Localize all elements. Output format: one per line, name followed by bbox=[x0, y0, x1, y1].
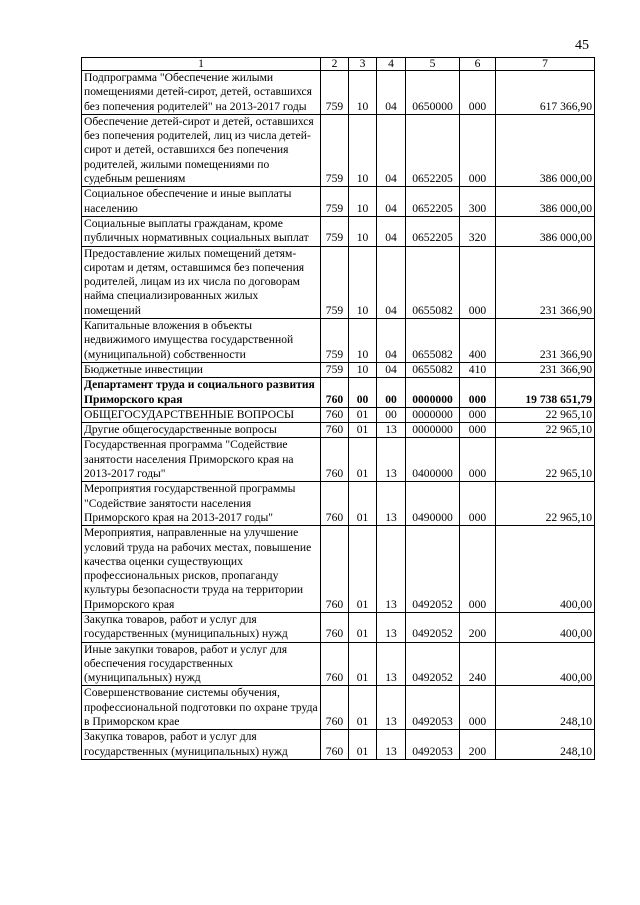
row-subsection-code: 04 bbox=[377, 114, 406, 186]
header-cell-7: 7 bbox=[496, 58, 595, 71]
row-expense-type: 000 bbox=[460, 246, 496, 318]
row-section-code: 01 bbox=[349, 438, 377, 482]
table-row bbox=[82, 438, 595, 482]
row-expense-type: 200 bbox=[460, 730, 496, 760]
row-ministry-code: 760 bbox=[321, 438, 349, 482]
row-expense-type: 000 bbox=[460, 407, 496, 422]
row-amount: 22 965,10 bbox=[496, 482, 595, 526]
row-subsection-code: 13 bbox=[377, 526, 406, 613]
row-section-code: 01 bbox=[349, 526, 377, 613]
row-ministry-code: 759 bbox=[321, 114, 349, 186]
row-expense-type: 300 bbox=[460, 187, 496, 217]
row-expense-type: 410 bbox=[460, 362, 496, 377]
row-amount: 400,00 bbox=[496, 526, 595, 613]
row-subsection-code: 00 bbox=[377, 407, 406, 422]
row-amount: 22 965,10 bbox=[496, 407, 595, 422]
row-section-code: 10 bbox=[349, 319, 377, 363]
table-row bbox=[82, 114, 595, 186]
row-section-code: 01 bbox=[349, 407, 377, 422]
row-ministry-code: 760 bbox=[321, 482, 349, 526]
row-ministry-code: 759 bbox=[321, 362, 349, 377]
row-expense-type: 400 bbox=[460, 319, 496, 363]
row-ministry-code: 759 bbox=[321, 187, 349, 217]
row-name: ОБЩЕГОСУДАРСТВЕННЫЕ ВОПРОСЫ bbox=[82, 407, 321, 422]
row-amount: 19 738 651,79 bbox=[496, 378, 595, 408]
row-name: Закупка товаров, работ и услуг для государственных (муниципальных) нужд bbox=[82, 612, 321, 642]
row-ministry-code: 760 bbox=[321, 407, 349, 422]
row-name: Закупка товаров, работ и услуг для государственных (муниципальных) нужд bbox=[82, 730, 321, 760]
row-target-article: 0652205 bbox=[406, 114, 460, 186]
row-amount: 386 000,00 bbox=[496, 114, 595, 186]
row-ministry-code: 759 bbox=[321, 319, 349, 363]
row-name: Иные закупки товаров, работ и услуг для обеспечения государственных (муниципальных) нужд bbox=[82, 642, 321, 686]
row-subsection-code: 04 bbox=[377, 246, 406, 318]
row-target-article: 0652205 bbox=[406, 187, 460, 217]
row-target-article: 0655082 bbox=[406, 319, 460, 363]
row-expense-type: 240 bbox=[460, 642, 496, 686]
row-target-article: 0490000 bbox=[406, 482, 460, 526]
row-ministry-code: 760 bbox=[321, 378, 349, 408]
row-subsection-code: 04 bbox=[377, 187, 406, 217]
header-cell-6: 6 bbox=[460, 58, 496, 71]
row-subsection-code: 13 bbox=[377, 686, 406, 730]
row-ministry-code: 760 bbox=[321, 642, 349, 686]
table-row bbox=[82, 407, 595, 422]
row-section-code: 10 bbox=[349, 71, 377, 115]
row-name: Подпрограмма "Обеспечение жилыми помещениями детей-сирот, детей, оставшихся без попечения родителей" на 2013-2017 годы bbox=[82, 71, 321, 115]
header-cell-2: 2 bbox=[321, 58, 349, 71]
row-expense-type: 000 bbox=[460, 482, 496, 526]
row-subsection-code: 00 bbox=[377, 378, 406, 408]
row-expense-type: 000 bbox=[460, 438, 496, 482]
row-amount: 400,00 bbox=[496, 642, 595, 686]
row-amount: 248,10 bbox=[496, 686, 595, 730]
table-row bbox=[82, 378, 595, 408]
row-expense-type: 000 bbox=[460, 526, 496, 613]
header-cell-5: 5 bbox=[406, 58, 460, 71]
row-subsection-code: 04 bbox=[377, 71, 406, 115]
row-section-code: 00 bbox=[349, 378, 377, 408]
row-name: Совершенствование системы обучения, профессиональной подготовки по охране труда в Приморском крае bbox=[82, 686, 321, 730]
row-target-article: 0000000 bbox=[406, 423, 460, 438]
row-expense-type: 000 bbox=[460, 114, 496, 186]
row-target-article: 0400000 bbox=[406, 438, 460, 482]
row-target-article: 0000000 bbox=[406, 378, 460, 408]
row-expense-type: 000 bbox=[460, 71, 496, 115]
row-section-code: 01 bbox=[349, 482, 377, 526]
header-row bbox=[82, 58, 595, 71]
row-section-code: 01 bbox=[349, 686, 377, 730]
row-ministry-code: 760 bbox=[321, 730, 349, 760]
row-name: Предоставление жилых помещений детям-сиротам и детям, оставшимся без попечения родителей, лицам из их числа по договорам найма специализированных жилых помещений bbox=[82, 246, 321, 318]
row-expense-type: 200 bbox=[460, 612, 496, 642]
row-name: Департамент труда и социального развития Приморского края bbox=[82, 378, 321, 408]
row-ministry-code: 759 bbox=[321, 216, 349, 246]
header-cell-1: 1 bbox=[82, 58, 321, 71]
row-name: Бюджетные инвестиции bbox=[82, 362, 321, 377]
row-expense-type: 000 bbox=[460, 423, 496, 438]
page-number: 45 bbox=[575, 38, 589, 53]
row-target-article: 0492053 bbox=[406, 730, 460, 760]
row-subsection-code: 13 bbox=[377, 423, 406, 438]
table-row bbox=[82, 526, 595, 613]
row-ministry-code: 759 bbox=[321, 71, 349, 115]
row-name: Обеспечение детей-сирот и детей, оставшихся без попечения родителей, лиц из числа детей-сирот и детей, оставшихся без попечения родителей, жилыми помещениями по судебным решениям bbox=[82, 114, 321, 186]
row-section-code: 01 bbox=[349, 612, 377, 642]
row-subsection-code: 04 bbox=[377, 319, 406, 363]
table-row bbox=[82, 730, 595, 760]
table-row bbox=[82, 423, 595, 438]
row-section-code: 10 bbox=[349, 362, 377, 377]
row-section-code: 01 bbox=[349, 730, 377, 760]
row-section-code: 10 bbox=[349, 114, 377, 186]
row-target-article: 0655082 bbox=[406, 362, 460, 377]
row-ministry-code: 760 bbox=[321, 612, 349, 642]
row-target-article: 0652205 bbox=[406, 216, 460, 246]
row-section-code: 01 bbox=[349, 423, 377, 438]
row-amount: 22 965,10 bbox=[496, 423, 595, 438]
row-amount: 617 366,90 bbox=[496, 71, 595, 115]
row-ministry-code: 760 bbox=[321, 526, 349, 613]
table-row bbox=[82, 71, 595, 115]
table-header bbox=[82, 58, 595, 71]
row-name: Социальные выплаты гражданам, кроме публичных нормативных социальных выплат bbox=[82, 216, 321, 246]
row-expense-type: 000 bbox=[460, 378, 496, 408]
table-row bbox=[82, 612, 595, 642]
row-target-article: 0655082 bbox=[406, 246, 460, 318]
row-subsection-code: 13 bbox=[377, 642, 406, 686]
row-section-code: 10 bbox=[349, 187, 377, 217]
table-row bbox=[82, 319, 595, 363]
row-amount: 386 000,00 bbox=[496, 187, 595, 217]
row-target-article: 0492052 bbox=[406, 526, 460, 613]
row-subsection-code: 13 bbox=[377, 438, 406, 482]
row-amount: 22 965,10 bbox=[496, 438, 595, 482]
table-row bbox=[82, 642, 595, 686]
table-row bbox=[82, 482, 595, 526]
row-amount: 231 366,90 bbox=[496, 319, 595, 363]
row-name: Социальное обеспечение и иные выплаты населению bbox=[82, 187, 321, 217]
header-cell-4: 4 bbox=[377, 58, 406, 71]
row-name: Мероприятия, направленные на улучшение условий труда на рабочих местах, повышение качества оценки существующих профессиональных рисков, пропаганду культуры безопасности труда на территории Приморского края bbox=[82, 526, 321, 613]
row-section-code: 10 bbox=[349, 246, 377, 318]
row-target-article: 0000000 bbox=[406, 407, 460, 422]
row-amount: 400,00 bbox=[496, 612, 595, 642]
row-subsection-code: 13 bbox=[377, 730, 406, 760]
row-name: Капитальные вложения в объекты недвижимого имущества государственной (муниципальной) собственности bbox=[82, 319, 321, 363]
header-cell-3: 3 bbox=[349, 58, 377, 71]
table-row bbox=[82, 246, 595, 318]
table-row bbox=[82, 362, 595, 377]
row-name: Государственная программа "Содействие занятости населения Приморского края на 2013-2017 годы" bbox=[82, 438, 321, 482]
row-target-article: 0650000 bbox=[406, 71, 460, 115]
table-row bbox=[82, 187, 595, 217]
row-target-article: 0492052 bbox=[406, 642, 460, 686]
budget-table bbox=[81, 57, 595, 760]
row-ministry-code: 760 bbox=[321, 686, 349, 730]
row-target-article: 0492052 bbox=[406, 612, 460, 642]
row-name: Другие общегосударственные вопросы bbox=[82, 423, 321, 438]
row-ministry-code: 760 bbox=[321, 423, 349, 438]
row-ministry-code: 759 bbox=[321, 246, 349, 318]
table-row bbox=[82, 686, 595, 730]
row-amount: 248,10 bbox=[496, 730, 595, 760]
table-body bbox=[82, 71, 595, 760]
table-row bbox=[82, 216, 595, 246]
row-amount: 231 366,90 bbox=[496, 362, 595, 377]
row-amount: 386 000,00 bbox=[496, 216, 595, 246]
row-subsection-code: 13 bbox=[377, 612, 406, 642]
row-subsection-code: 13 bbox=[377, 482, 406, 526]
row-expense-type: 320 bbox=[460, 216, 496, 246]
row-subsection-code: 04 bbox=[377, 362, 406, 377]
row-section-code: 10 bbox=[349, 216, 377, 246]
row-section-code: 01 bbox=[349, 642, 377, 686]
row-amount: 231 366,90 bbox=[496, 246, 595, 318]
row-subsection-code: 04 bbox=[377, 216, 406, 246]
row-expense-type: 000 bbox=[460, 686, 496, 730]
row-target-article: 0492053 bbox=[406, 686, 460, 730]
row-name: Мероприятия государственной программы "Содействие занятости населения Приморского края на 2013-2017 годы" bbox=[82, 482, 321, 526]
